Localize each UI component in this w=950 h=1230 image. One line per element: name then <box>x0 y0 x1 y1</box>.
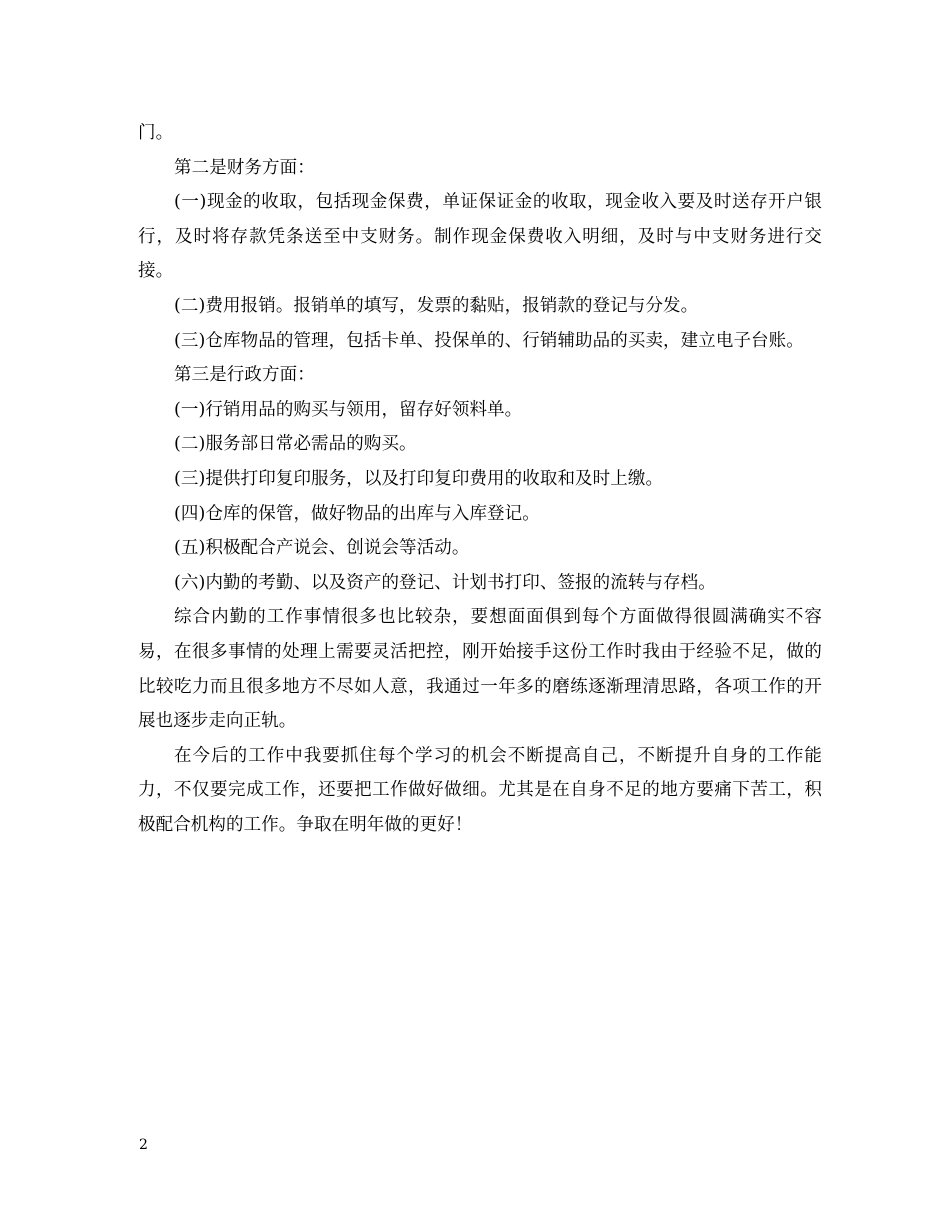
section-heading-finance: 第二是财务方面： <box>174 157 315 178</box>
admin-item-6: (六)内勤的考勤、以及资产的登记、计划书打印、签报的流转与存档。 <box>174 572 716 593</box>
section-heading-administration: 第三是行政方面： <box>174 365 315 386</box>
outlook-paragraph: 在今后的工作中我要抓住每个学习的机会不断提高自己，不断提升自身的工作能力，不仅要完成工作，还要把工作做好做细。尤其是在自身不足的地方要痛下苦工，积极配合机构的工作。争取在明年做的更好！ <box>138 745 822 835</box>
summary-paragraph: 综合内勤的工作事情很多也比较杂，要想面面俱到每个方面做得很圆满确实不容易，在很多事情的处理上需要灵活把控，刚开始接手这份工作时我由于经验不足，做的比较吃力而且很多地方不尽如人意，我通过一年多的磨练逐渐理清思路，各项工作的开展也逐步走向正轨。 <box>138 607 822 732</box>
admin-item-2: (二)服务部日常必需品的购买。 <box>174 434 417 455</box>
admin-item-5: (五)积极配合产说会、创说会等活动。 <box>174 538 470 559</box>
page-number: 2 <box>139 1137 148 1153</box>
admin-item-3: (三)提供打印复印服务，以及打印复印费用的收取和及时上缴。 <box>174 468 664 489</box>
admin-item-4: (四)仓库的保管，做好物品的出库与入库登记。 <box>174 503 540 524</box>
finance-item-1: (一)现金的收取，包括现金保费，单证保证金的收取，现金收入要及时送存开户银行，及时将存款凭条送至中支财务。制作现金保费收入明细，及时与中支财务进行交接。 <box>138 192 822 282</box>
document-body <box>138 116 822 842</box>
finance-item-2: (二)费用报销。报销单的填写，发票的黏贴，报销款的登记与分发。 <box>174 295 699 316</box>
admin-item-1: (一)行销用品的购买与领用，留存好领料单。 <box>174 399 523 420</box>
paragraph-continuation: 门。 <box>138 123 174 143</box>
finance-item-3: (三)仓库物品的管理，包括卡单、投保单的、行销辅助品的买卖，建立电子台账。 <box>174 330 804 351</box>
